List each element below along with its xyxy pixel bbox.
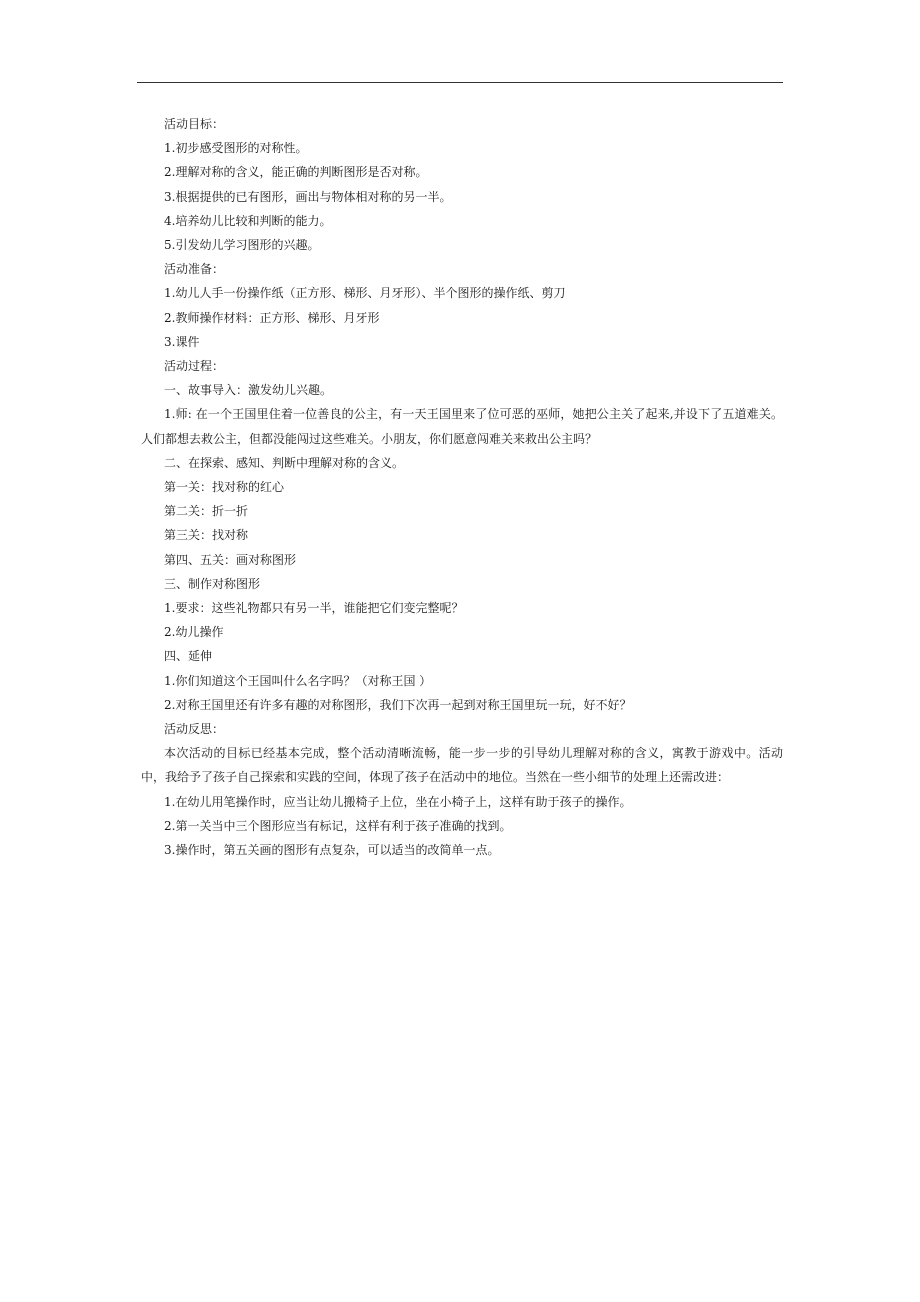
paragraph: 四、延伸 — [164, 649, 213, 664]
document-body — [141, 112, 783, 862]
paragraph: 活动过程： — [164, 359, 225, 374]
paragraph: 3.课件 — [164, 334, 200, 349]
paragraph: 1.在幼儿用笔操作时，应当让幼儿搬椅子上位，坐在小椅子上，这样有助于孩子的操作。 — [164, 794, 632, 809]
header-rule — [137, 82, 783, 83]
paragraph: 2.幼儿操作 — [164, 625, 224, 640]
paragraph: 3.操作时，第五关画的图形有点复杂，可以适当的改简单一点。 — [164, 843, 500, 858]
paragraph: 活动反思： — [164, 722, 225, 737]
paragraph: 第四、五关：画对称图形 — [164, 552, 297, 567]
paragraph: 一、故事导入：激发幼儿兴趣。 — [164, 383, 333, 398]
paragraph: 2.第一关当中三个图形应当有标记，这样有利于孩子准确的找到。 — [164, 818, 512, 833]
paragraph: 三、制作对称图形 — [164, 576, 261, 591]
paragraph: 2.对称王国里还有许多有趣的对称图形，我们下次再一起到对称王国里玩一玩，好不好？ — [164, 697, 632, 712]
paragraph: 二、在探索、感知、判断中理解对称的含义。 — [164, 455, 405, 470]
paragraph: 1.要求：这些礼物都只有另一半，谁能把它们变完整呢？ — [164, 601, 464, 616]
paragraph: 第一关：找对称的红心 — [164, 480, 285, 495]
paragraph: 2.理解对称的含义，能正确的判断图形是否对称。 — [164, 165, 428, 180]
paragraph: 4.培养幼儿比较和判断的能力。 — [164, 213, 332, 228]
paragraph: 1.初步感受图形的对称性。 — [164, 141, 308, 156]
paragraph: 2.教师操作材料：正方形、梯形、月牙形 — [164, 310, 380, 325]
paragraph: 活动目标： — [164, 117, 225, 131]
paragraph: 第二关：折一折 — [164, 504, 249, 519]
paragraph: 5.引发幼儿学习图形的兴趣。 — [164, 238, 320, 253]
paragraph: 第三关：找对称 — [164, 528, 249, 543]
paragraph: 1.你们知道这个王国叫什么名字吗？（对称王国 ） — [164, 673, 432, 688]
paragraph: 1.幼儿人手一份操作纸（正方形、梯形、月牙形）、半个图形的操作纸、剪刀 — [164, 286, 566, 301]
paragraph: 本次活动的目标已经基本完成，整个活动清晰流畅，能一步一步的引导幼儿理解对称的含义，寓教于游戏中。活动中，我给予了孩子自己探索和实践的空间，体现了孩子在活动中的地位。当然在一些小细节的处理上还需改进： — [141, 746, 783, 785]
paragraph: 3.根据提供的已有图形，画出与物体相对称的另一半。 — [164, 189, 452, 204]
paragraph: 活动准备： — [164, 262, 225, 277]
paragraph: 1.师: 在一个王国里住着一位善良的公主，有一天王国里来了位可恶的巫师，她把公主关了起来,并设下了五道难关。人们都想去救公主，但都没能闯过这些难关。小朋友，你们愿意闯难关来救出公主吗？ — [141, 407, 783, 446]
